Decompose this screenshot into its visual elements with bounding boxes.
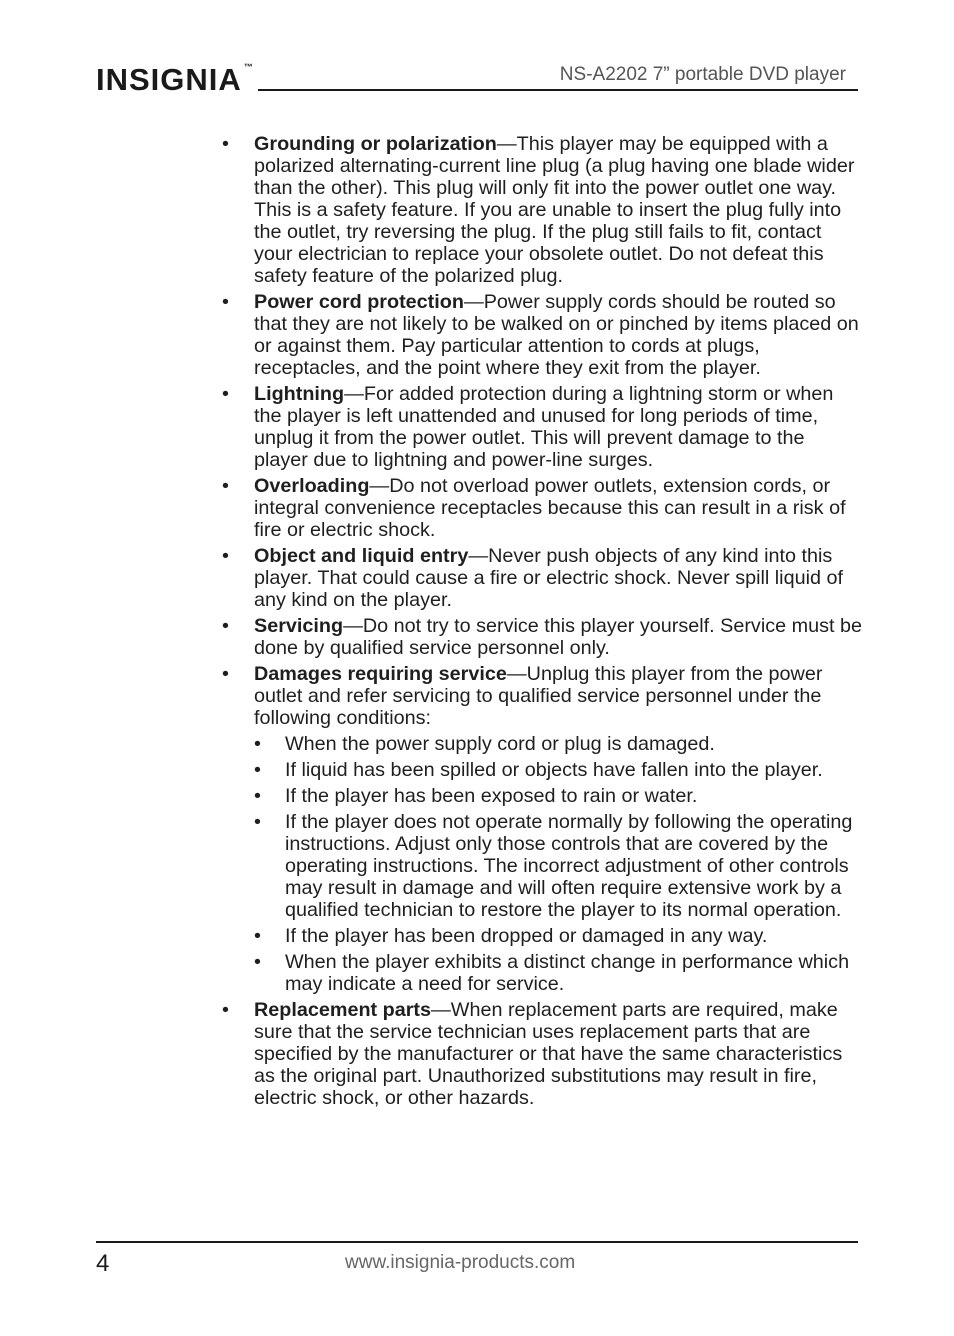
service-condition: • If the player does not operate normally by following the operating instructions. Adjust only those controls that are covered by the operating instructions. The incorrect adjustment of other controls may result in damage and will often require extensive work by a qualified technician to restore the player to its normal operation.	[254, 811, 862, 921]
item-text: —Unplug this player from the power outlet and refer servicing to qualified service personnel under the following conditions:	[254, 663, 823, 729]
logo-text: INSIGNIA	[96, 62, 242, 97]
safety-item-power-cord	[222, 291, 862, 379]
safety-item-lightning	[222, 383, 862, 471]
service-condition: • If liquid has been spilled or objects have fallen into the player.	[254, 759, 862, 781]
safety-item-overloading	[222, 475, 862, 541]
item-term: Replacement parts	[254, 999, 431, 1021]
safety-item-replacement-parts	[222, 999, 862, 1109]
safety-list	[222, 133, 862, 1109]
document-title: NS-A2202 7” portable DVD player	[559, 64, 846, 85]
footer-url: www.insignia-products.com	[345, 1252, 576, 1273]
item-term: Servicing	[254, 615, 344, 637]
item-text: —Do not try to service this player yourself. Service must be done by qualified service personnel only.	[254, 615, 862, 659]
safety-item-object-liquid	[222, 545, 862, 611]
page-number: 4	[96, 1250, 110, 1277]
item-text: —Do not overload power outlets, extension cords, or integral convenience receptacles because this can result in a risk of fire or electric shock.	[254, 475, 846, 541]
service-condition: • When the power supply cord or plug is damaged.	[254, 733, 862, 755]
item-term: Grounding or polarization	[254, 133, 497, 155]
item-term: Object and liquid entry	[254, 545, 469, 567]
footer-divider	[96, 1241, 858, 1243]
page-header	[0, 0, 954, 110]
item-term: Damages requiring service	[254, 663, 507, 685]
service-condition: • If the player has been dropped or damaged in any way.	[254, 925, 862, 947]
safety-instructions	[222, 133, 862, 1113]
header-divider	[258, 89, 858, 91]
safety-item-grounding	[222, 133, 862, 287]
item-text: —Power supply cords should be routed so that they are not likely to be walked on or pinched by items placed on or against them. Pay particular attention to cords at plugs, receptacles, and the point where they exit from the player.	[254, 291, 859, 379]
item-text: —When replacement parts are required, make sure that the service technician uses replacement parts that are specified by the manufacturer or that have the same characteristics as the original part. Unauthorized substitutions may result in fire, electric shock, or other hazards.	[254, 999, 843, 1109]
service-condition: • When the player exhibits a distinct change in performance which may indicate a need for service.	[254, 951, 862, 995]
safety-item-damages	[222, 663, 862, 995]
item-text: —For added protection during a lightning storm or when the player is left unattended and unused for long periods of time, unplug it from the power outlet. This will prevent damage to the player due to lightning and power-line surges.	[254, 383, 834, 471]
item-term: Lightning	[254, 383, 345, 405]
item-text: —Never push objects of any kind into this player. That could cause a fire or electric shock. Never spill liquid of any kind on the player.	[254, 545, 843, 611]
service-conditions-list	[254, 733, 862, 995]
item-term: Power cord protection	[254, 291, 464, 313]
item-text: —This player may be equipped with a polarized alternating-current line plug (a plug having one blade wider than the other). This plug will only fit into the power outlet one way. This is a safety feature. If you are unable to insert the plug fully into the outlet, try reversing the plug. If the plug still fails to fit, contact your electrician to replace your obsolete outlet. Do not defeat this safety feature of the polarized plug.	[254, 133, 855, 287]
safety-item-servicing	[222, 615, 862, 659]
service-condition: • If the player has been exposed to rain or water.	[254, 785, 862, 807]
trademark-symbol: ™	[243, 62, 254, 72]
insignia-logo	[96, 62, 254, 98]
item-term: Overloading	[254, 475, 370, 497]
